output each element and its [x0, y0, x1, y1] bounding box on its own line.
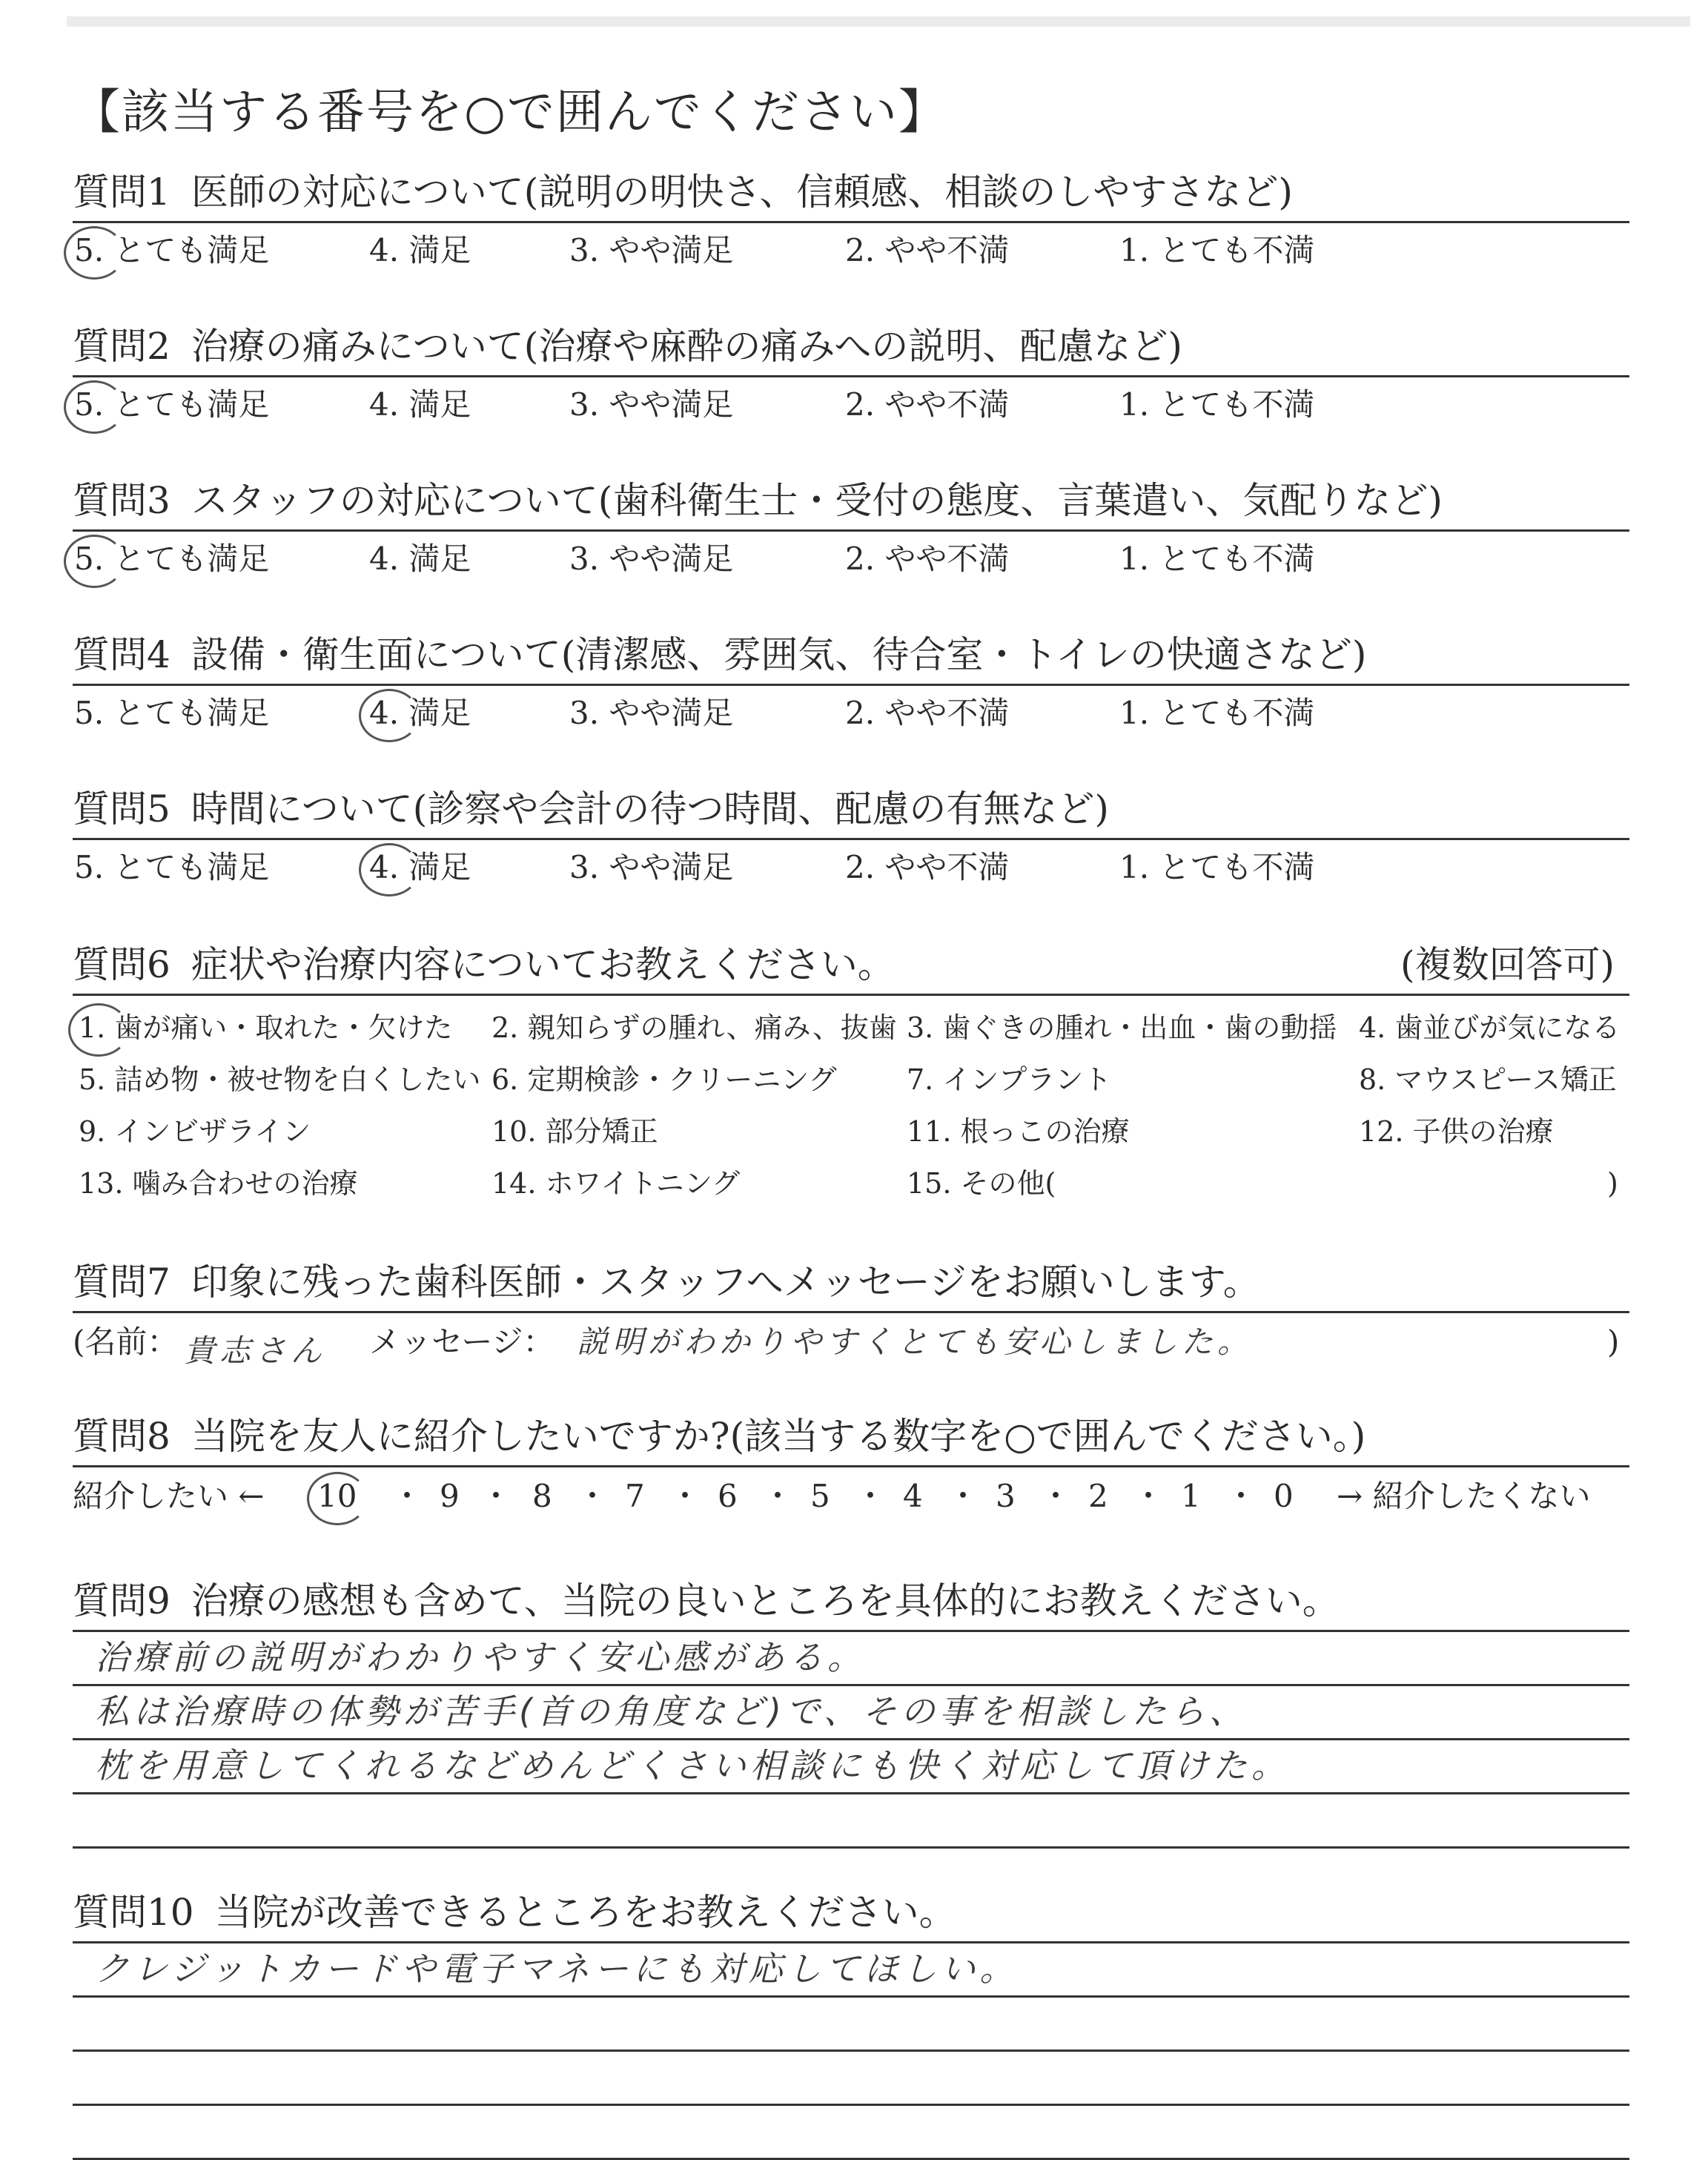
rating-option-1[interactable]: 1. とても不満: [1119, 232, 1315, 268]
scale-dot: ・: [1133, 1478, 1165, 1514]
question-8: [73, 1407, 1629, 1527]
scale-value-2[interactable]: 2: [1088, 1478, 1108, 1514]
rating-option-3[interactable]: 3. やや満足: [569, 232, 734, 268]
scale-dot: ・: [1225, 1478, 1257, 1514]
rating-options: [73, 840, 1629, 889]
scale-value-9[interactable]: 9: [440, 1478, 460, 1514]
question-number: 質問3: [73, 479, 171, 522]
scan-edge: [67, 16, 1690, 27]
rating-option-1[interactable]: 1. とても不満: [1119, 695, 1315, 731]
scale-value-7[interactable]: 7: [625, 1478, 645, 1514]
question-7: [73, 1253, 1629, 1373]
question-text: 時間について(診察や会計の待つ時間、配慮の有無など): [191, 787, 1109, 830]
question-text: 治療の痛みについて(治療や麻酔の痛みへの説明、配慮など): [191, 325, 1182, 368]
scale-dot: ・: [391, 1478, 423, 1514]
rating-options: [73, 377, 1629, 426]
question-number: 質問2: [73, 325, 171, 368]
scale-dot: ・: [762, 1478, 794, 1514]
selection-circle: [359, 689, 420, 742]
scale-value-5[interactable]: 5: [810, 1478, 830, 1514]
answer-line: [73, 1998, 1629, 2052]
answer-line: 治療前の説明がわかりやすく安心感がある。: [73, 1632, 1629, 1686]
scale-dot: ・: [480, 1478, 512, 1514]
question-number: 質問6: [73, 943, 171, 986]
symptom-option[interactable]: 14. ホワイトニング: [491, 1167, 741, 1200]
question-9: [73, 1572, 1629, 1849]
selection-circle: [307, 1472, 368, 1525]
selection-circle: [64, 226, 125, 280]
rating-option-2[interactable]: 2. やや不満: [845, 232, 1010, 268]
scale-dot: ・: [855, 1478, 887, 1514]
scale-value-10[interactable]: 10: [317, 1478, 357, 1515]
question-number: 質問10: [73, 1891, 194, 1934]
rating-options: [73, 223, 1629, 272]
rating-option-5[interactable]: 5. とても満足: [74, 386, 269, 423]
rating-option-4[interactable]: 4. 満足: [369, 695, 471, 732]
symptom-option[interactable]: 4. 歯並びが気になる: [1359, 1011, 1621, 1044]
rating-option-3[interactable]: 3. やや満足: [569, 386, 734, 423]
symptom-option[interactable]: 8. マウスピース矯正: [1359, 1063, 1617, 1096]
question-text: 医師の対応について(説明の明快さ、信頼感、相談のしやすさなど): [191, 171, 1293, 214]
question-number: 質問4: [73, 633, 171, 676]
selection-circle: [359, 843, 420, 896]
answer-line: [73, 1794, 1629, 1849]
question-2: [73, 317, 1629, 426]
symptom-option[interactable]: 13. 噛み合わせの治療: [79, 1167, 358, 1200]
symptom-options: [73, 996, 1629, 1211]
scale-dot: ・: [577, 1478, 609, 1514]
multiple-answer-note: (複数回答可): [1400, 943, 1615, 986]
answer-line: [73, 2052, 1629, 2106]
rating-option-4[interactable]: 4. 満足: [369, 849, 471, 886]
scale-right-label: → 紹介したくない: [1337, 1478, 1591, 1514]
question-number: 質問9: [73, 1579, 171, 1622]
symptom-option[interactable]: 7. インプラント: [907, 1063, 1112, 1096]
message-close-paren: ): [1607, 1324, 1620, 1360]
recommend-scale: [73, 1467, 1629, 1527]
symptom-option-other[interactable]: 15. その他(: [907, 1167, 1056, 1200]
rating-option-2[interactable]: 2. やや不満: [845, 695, 1010, 731]
rating-option-3[interactable]: 3. やや満足: [569, 849, 734, 885]
rating-option-1[interactable]: 1. とても不満: [1119, 541, 1315, 577]
question-text: 症状や治療内容についてお教えください。: [191, 943, 895, 986]
name-label: (名前：: [73, 1324, 179, 1360]
symptom-option[interactable]: 2. 親知らずの腫れ、痛み、抜歯: [491, 1011, 897, 1044]
symptom-option[interactable]: 6. 定期検診・クリーニング: [491, 1063, 837, 1096]
rating-option-1[interactable]: 1. とても不満: [1119, 849, 1315, 885]
question-number: 質問8: [73, 1415, 171, 1458]
rating-option-5[interactable]: 5. とても満足: [74, 541, 269, 578]
question-6: [73, 936, 1629, 1211]
answer-line: クレジットカードや電子マネーにも対応してほしい。: [73, 1943, 1629, 1998]
scale-dot: ・: [1040, 1478, 1072, 1514]
symptom-option[interactable]: 9. インビザライン: [79, 1115, 311, 1148]
rating-option-2[interactable]: 2. やや不満: [845, 386, 1010, 423]
scale-value-1[interactable]: 1: [1181, 1478, 1201, 1514]
rating-option-5[interactable]: 5. とても満足: [74, 849, 270, 885]
rating-option-4[interactable]: 4. 満足: [369, 386, 471, 423]
question-text: 治療の感想も含めて、当院の良いところを具体的にお教えください。: [191, 1579, 1340, 1622]
answer-lines[interactable]: [73, 1943, 1629, 2160]
rating-option-5[interactable]: 5. とても満足: [74, 695, 270, 731]
message-label: メッセージ：: [369, 1324, 555, 1360]
question-number: 質問1: [73, 171, 171, 214]
question-4: [73, 626, 1629, 735]
symptom-option[interactable]: 3. 歯ぐきの腫れ・出血・歯の動揺: [907, 1011, 1337, 1044]
question-number: 質問5: [73, 787, 171, 830]
answer-line: 枕を用意してくれるなどめんどくさい相談にも快く対応して頂けた。: [73, 1740, 1629, 1794]
question-text: 設備・衛生面について(清潔感、雰囲気、待合室・トイレの快適さなど): [191, 633, 1367, 676]
symptom-option[interactable]: 5. 詰め物・被せ物を白くしたい: [79, 1063, 481, 1096]
scale-value-3[interactable]: 3: [996, 1478, 1016, 1514]
rating-option-4[interactable]: 4. 満足: [369, 232, 471, 268]
rating-options: [73, 686, 1629, 735]
name-value[interactable]: 貴志さん: [184, 1332, 327, 1369]
question-text: 当院が改善できるところをお教えください。: [214, 1891, 956, 1934]
rating-option-2[interactable]: 2. やや不満: [845, 541, 1010, 577]
selection-circle: [64, 380, 125, 434]
answer-lines[interactable]: [73, 1632, 1629, 1849]
rating-option-2[interactable]: 2. やや不満: [845, 849, 1010, 885]
scale-value-6[interactable]: 6: [718, 1478, 738, 1514]
rating-option-3[interactable]: 3. やや満足: [569, 541, 734, 577]
message-value[interactable]: 説明がわかりやすくとても安心しました。: [577, 1324, 1254, 1360]
question-number: 質問7: [73, 1261, 171, 1304]
rating-option-1[interactable]: 1. とても不満: [1119, 386, 1315, 423]
scale-value-4[interactable]: 4: [903, 1478, 923, 1514]
scale-left-label: 紹介したい ←: [73, 1478, 265, 1514]
question-text: 当院を友人に紹介したいですか?(該当する数字を○で囲んでください。): [191, 1415, 1366, 1458]
symptom-option[interactable]: 11. 根っこの治療: [907, 1115, 1130, 1148]
scale-value-0[interactable]: 0: [1274, 1478, 1294, 1514]
answer-line: [73, 2106, 1629, 2160]
rating-option-4[interactable]: 4. 満足: [369, 541, 471, 577]
scale-dot: ・: [947, 1478, 979, 1514]
question-text: スタッフの対応について(歯科衛生士・受付の態度、言葉遣い、気配りなど): [191, 479, 1443, 522]
rating-option-5[interactable]: 5. とても満足: [74, 232, 269, 269]
rating-option-3[interactable]: 3. やや満足: [569, 695, 734, 731]
question-1: [73, 163, 1629, 272]
scale-dot: ・: [669, 1478, 701, 1514]
question-text: 印象に残った歯科医師・スタッフへメッセージをお願いします。: [191, 1261, 1260, 1304]
scale-value-8[interactable]: 8: [532, 1478, 552, 1514]
question-3: [73, 472, 1629, 581]
question-5: [73, 780, 1629, 889]
selection-circle: [64, 535, 125, 588]
question-10: [73, 1883, 1629, 2160]
rating-options: [73, 532, 1629, 581]
other-close-paren: ): [1607, 1167, 1618, 1200]
form-header: 【該当する番号を○で囲んでください】: [73, 85, 947, 140]
symptom-option[interactable]: 10. 部分矯正: [491, 1115, 658, 1148]
message-row: [73, 1313, 1629, 1373]
selection-circle: [68, 1003, 129, 1057]
symptom-option[interactable]: 1. 歯が痛い・取れた・欠けた: [79, 1009, 452, 1046]
answer-line: 私は治療時の体勢が苦手(首の角度など)で、その事を相談したら、: [73, 1686, 1629, 1740]
symptom-option[interactable]: 12. 子供の治療: [1359, 1115, 1554, 1148]
